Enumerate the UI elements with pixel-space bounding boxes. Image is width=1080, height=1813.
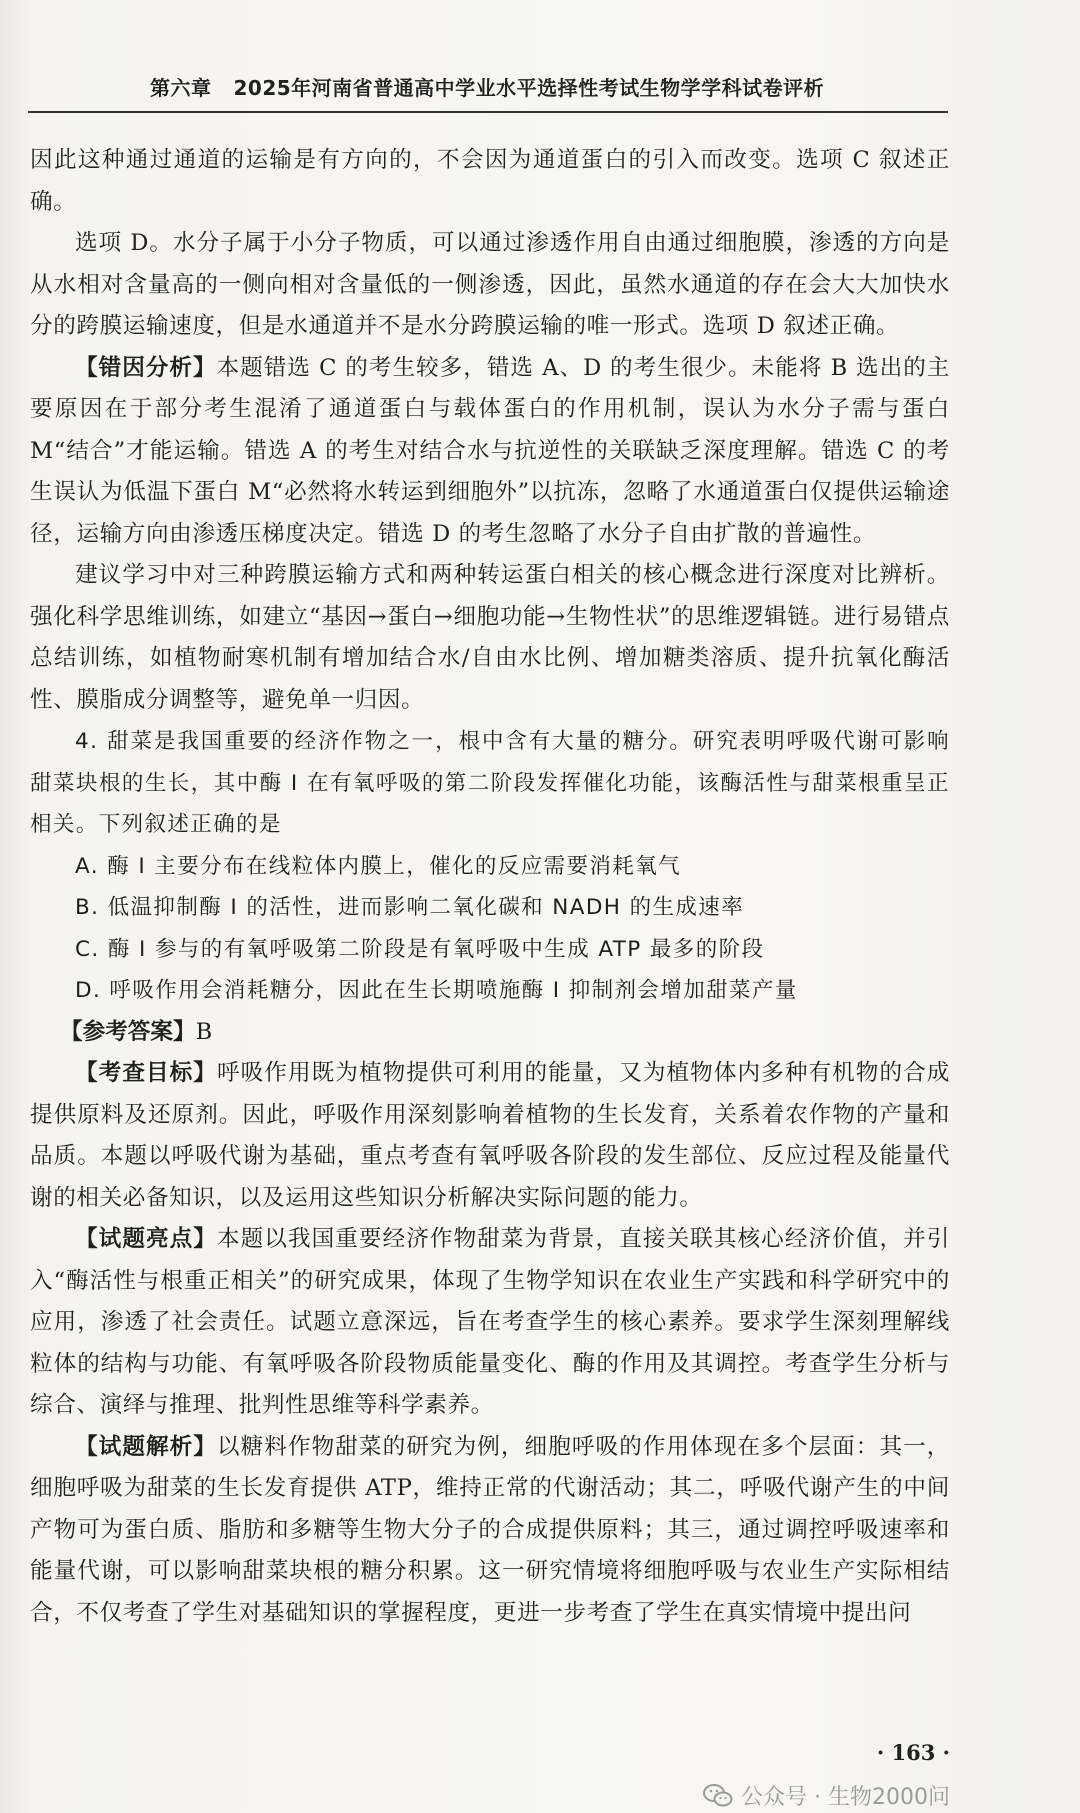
question-4-option-a: A. 酶 I 主要分布在线粒体内膜上，催化的反应需要消耗氧气 [75, 853, 682, 879]
reference-answer-value: B [195, 1018, 213, 1045]
paragraph-option-d: 选项 D。水分子属于小分子物质，可以通过渗透作用自由通过细胞膜，渗透的方向是从水相对含量高的一侧向相对含量低的一侧渗透，因此，虽然水通道的存在会大大加快水分的跨膜运输速度，但是水通道并不是水分跨膜运输的唯一形式。选项 D 叙述正确。 [30, 230, 950, 339]
reference-answer-tag: 【参考答案】 [60, 1018, 196, 1045]
paragraph-analysis [30, 1427, 950, 1635]
paragraph-study-suggestion: 建议学习中对三种跨膜运输方式和两种转运蛋白相关的核心概念进行深度对比辨析。强化科学思维训练，如建立“基因→蛋白→细胞功能→生物性状”的思维逻辑链。进行易错点总结训练，如植物耐寒机制有增加结合水/自由水比例、增加糖类溶质、提升抗氧化酶活性、膜脂成分调整等，避免单一归因。 [30, 562, 950, 713]
running-header [150, 72, 950, 101]
page-number: · 163 · [876, 1740, 950, 1765]
watermark [703, 1780, 950, 1811]
chapter-label: 第六章 [150, 76, 212, 100]
reference-answer [30, 1012, 950, 1054]
paragraph-assessment-goal [30, 1053, 950, 1219]
header-rule [28, 111, 948, 113]
paragraph-option-c-conclusion: 因此这种通过通道的运输是有方向的，不会因为通道蛋白的引入而改变。选项 C 叙述正确。 [30, 147, 950, 215]
paragraph-error-analysis [30, 348, 950, 556]
chapter-title: 2025年河南省普通高中学业水平选择性考试生物学学科试卷评析 [233, 76, 825, 100]
analysis-tag: 【试题解析】 [75, 1433, 217, 1460]
watermark-text: 公众号 · 生物2000问 [741, 1785, 950, 1810]
question-4-option-b: B. 低温抑制酶 I 的活性，进而影响二氧化碳和 NADH 的生成速率 [75, 895, 745, 920]
question-4-option-c: C. 酶 I 参与的有氧呼吸第二阶段是有氧呼吸中生成 ATP 最多的阶段 [75, 936, 765, 962]
body-text [30, 140, 950, 1634]
highlights-text: 本题以我国重要经济作物甜菜为背景，直接关联其核心经济价值，并引入“酶活性与根重正相关”的研究成果，体现了生物学知识在农业生产实践和科学研究中的应用，渗透了社会责任。试题立意深远，旨在考查学生的核心素养。要求学生深刻理解线粒体的结构与功能、有氧呼吸各阶段物质能量变化、酶的作用及其调控。考查学生分析与综合、演绎与推理、批判性思维等科学素养。 [30, 1226, 950, 1418]
assessment-goal-text: 呼吸作用既为植物提供可利用的能量，又为植物体内多种有机物的合成提供原料及还原剂。因此，呼吸作用深刻影响着植物的生长发育，关系着农作物的产量和品质。本题以呼吸代谢为基础，重点考查有氧呼吸各阶段的发生部位、反应过程及能量代谢的相关必备知识，以及运用这些知识分析解决实际问题的能力。 [30, 1060, 950, 1211]
error-analysis-tag: 【错因分析】 [75, 354, 217, 381]
question-4-stem: 4. 甜菜是我国重要的经济作物之一，根中含有大量的糖分。研究表明呼吸代谢可影响甜菜块根的生长，其中酶 I 在有氧呼吸的第二阶段发挥催化功能，该酶活性与甜菜根重呈正相关。下列叙述正确的是 [30, 729, 950, 837]
analysis-text: 以糖料作物甜菜的研究为例，细胞呼吸的作用体现在多个层面：其一，细胞呼吸为甜菜的生长发育提供 ATP，维持正常的代谢活动；其二，呼吸代谢产生的中间产物可为蛋白质、脂肪和多糖等生物大分子的合成提供原料；其三，通过调控呼吸速率和能量代谢，可以影响甜菜块根的糖分积累。这一研究情境将细胞呼吸与农业生产实际相结合，不仅考查了学生对基础知识的掌握程度，更进一步考查了学生在真实情境中提出问 [30, 1433, 950, 1626]
highlights-tag: 【试题亮点】 [75, 1226, 217, 1252]
question-4-option-d: D. 呼吸作用会消耗糖分，因此在生长期喷施酶 I 抑制剂会增加甜菜产量 [75, 978, 798, 1003]
assessment-goal-tag: 【考查目标】 [75, 1060, 217, 1086]
wechat-icon [703, 1783, 733, 1809]
error-analysis-text: 本题错选 C 的考生较多，错选 A、D 的考生很少。未能将 B 选出的主要原因在于部分考生混淆了通道蛋白与载体蛋白的作用机制，误认为水分子需与蛋白 M“结合”才能运输。错选 A 的考生对结合水与抗逆性的关联缺乏深度理解。错选 C 的考生误认为低温下蛋白 M“必然将水转运到细胞外”以抗冻，忽略了水通道蛋白仅提供运输途径，运输方向由渗透压梯度决定。错选 D 的考生忽略了水分子自由扩散的普遍性。 [30, 354, 950, 547]
paragraph-highlights [30, 1219, 950, 1427]
